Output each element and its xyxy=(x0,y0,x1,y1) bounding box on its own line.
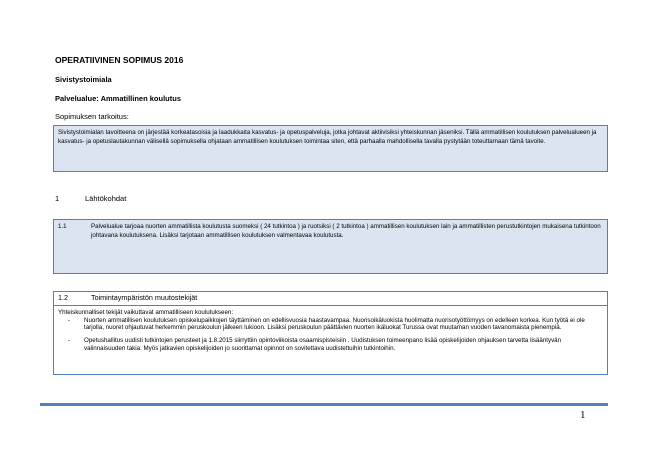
section-number: 1.2 xyxy=(58,293,68,302)
page-number: 1 xyxy=(580,409,586,421)
list-item xyxy=(68,337,603,353)
section-title: Lähtökohdat xyxy=(85,194,127,203)
section-title: Toimintaympäristön muutostekijät xyxy=(91,293,198,302)
section-number: 1.1 xyxy=(58,223,67,230)
section-number: 1 xyxy=(55,194,60,203)
section-1-2-box xyxy=(53,291,608,375)
bullet-dash: - xyxy=(68,337,71,345)
purpose-text: Sivistystoimialan tavoitteena on järjestää korkeatasoisia ja laadukkaita kasvatus- ja opetuspalveluja, jotka johtavat aktiivisiksi yhteiskunnan jäseniksi. Tällä ammatillisen koulutuksen palvelualueen ja kasvatus- ja opetuslautakunnan välisellä sopimuksella ohjataan ammatillisen koulutuksen toimintaa siten, että parhaalla mahdollisella tavalla pystytään toteuttamaan tämä tavoite. xyxy=(58,129,597,145)
divider xyxy=(54,305,607,306)
list-item-text: Opetushallitus uudisti tutkintojen perusteet ja 1.8.2015 siirryttiin opintoviikoista osaamispisteisiin . Uudistuksen toimeenpano lisää opiskelijoiden ohjauksen tarvetta lisääntyvän valinnaisuuden takia. Myös jatkavien opiskelijoiden jo suorittamat opinnot on sovitettava uudistettuihin tutkintoihin. xyxy=(84,337,562,352)
organization-heading: Sivistystoimiala xyxy=(55,75,112,84)
section-1-2-header xyxy=(58,294,603,302)
footer-rule xyxy=(40,403,608,406)
section-intro: Yhteiskunnalliset tekijät vaikuttavat ammatilliseen koulutukseen: xyxy=(58,308,234,316)
purpose-label: Sopimuksen tarkoitus: xyxy=(55,112,129,121)
purpose-box xyxy=(53,125,608,172)
section-1-1-box xyxy=(53,219,608,274)
document-title: OPERATIIVINEN SOPIMUS 2016 xyxy=(55,55,184,65)
list-item-text: Nuorten ammatillisen koulutuksen opiskelupaikkojen täyttäminen on edellisvuosia haastavampaa. Nuorisoikäluokista huolimatta nuorisotyöttömyys on edelleen korkea. Kun työtä ei ole tarjolla, nuoret ohjautuvat herkemmin peruskoulun jälkeen lukioon. Lisäksi peruskoulun päättävien nuorten ikäluokat Turussa ovat muutaman vuoden tavanomaista pienempiä. xyxy=(84,316,585,332)
section-heading-lahtokohdat xyxy=(55,194,126,203)
section-text: Palvelualue tarjoaa nuorten ammatillista koulutusta suomeksi ( 24 tutkintoa ) ja ruotsiksi ( 2 tutkintoa ) ammatillisen koulutuksen lain ja ammatillisten perustutkintojen mukaisena tutkintoon johtavana koulutuksena. Lisäksi tarjotaan ammatillisen koulutuksen valmentavaa koulutusta. xyxy=(91,223,601,239)
service-area-heading: Palvelualue: Ammatillinen koulutus xyxy=(55,94,181,103)
bullet-dash: - xyxy=(68,316,71,324)
list-item xyxy=(68,317,603,333)
